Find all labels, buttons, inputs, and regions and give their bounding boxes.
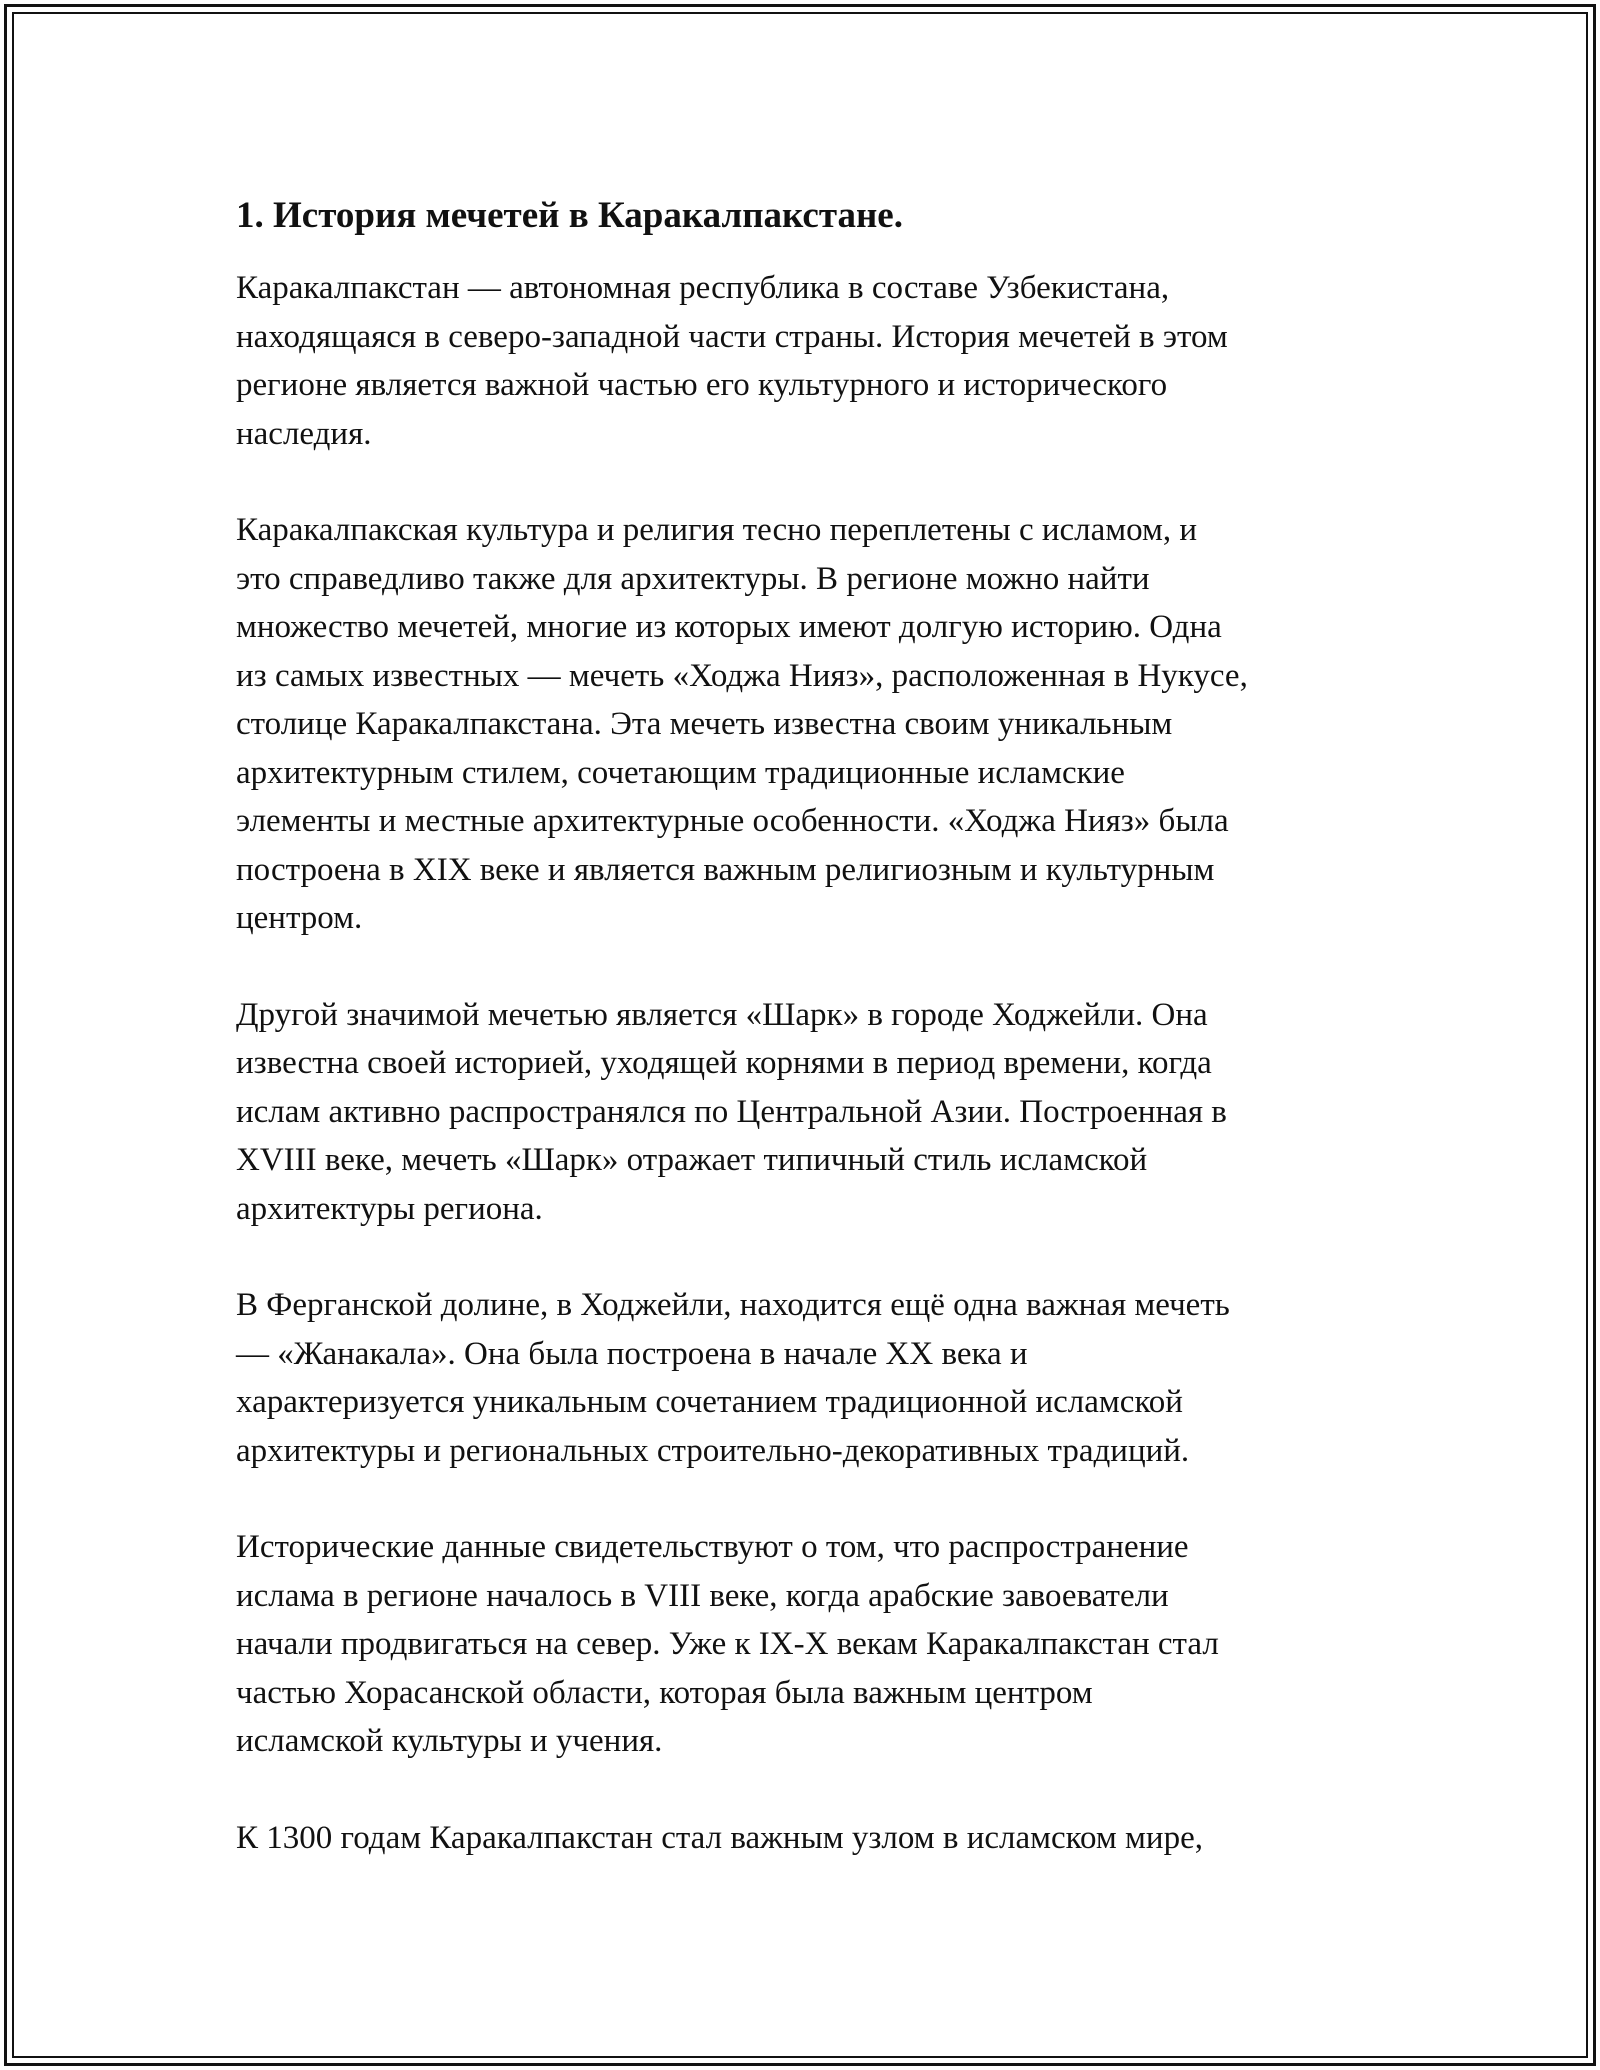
paragraph-intro: Каракалпакстан — автономная республика в составе Узбекистана, находящаяся в северо-западной части страны. История мечетей в этом регионе является важной частью его культурного и исторического наследия. bbox=[236, 270, 1228, 452]
paragraph-zhanakala: В Ферганской долине, в Ходжейли, находится ещё одна важная мечеть — «Жанакала». Она была построена в начале XX века и характеризуется уникальным сочетанием традиционной исламской архитектуры и региональных строительно-декоративных традиций. bbox=[236, 1287, 1230, 1469]
paragraph-history: Исторические данные свидетельствуют о том, что распространение ислама в регионе началось в VIII веке, когда арабские завоеватели начали продвигаться на север. Уже к IX-X векам Каракалпакстан стал частью Хорасанской области, которая была важным центром исламской культуры и учения. bbox=[236, 1529, 1219, 1759]
paragraph-khoja-niyaz: Каракалпакская культура и религия тесно переплетены с исламом, и это справедливо также для архитектуры. В регионе можно найти множество мечетей, многие из которых имеют долгую историю. Одна из самых известных — мечеть «Ходжа Нияз», расположенная в Нукусе, столице Каракалпакстана. Эта мечеть известна своим уникальным архитектурным стилем, сочетающим традиционные исламские элементы и местные архитектурные особенности. «Ходжа Нияз» была построена в XIX веке и является важным религиозным и культурным центром. bbox=[236, 512, 1248, 936]
document-body bbox=[236, 190, 1376, 1910]
paragraph-1300: К 1300 годам Каракалпакстан стал важным узлом в исламском мире, bbox=[236, 1819, 1203, 1856]
paragraph-shark: Другой значимой мечетью является «Шарк» в городе Ходжейли. Она известна своей историей, уходящей корнями в период времени, когда ислам активно распространялся по Центральной Азии. Построенная в XVIII веке, мечеть «Шарк» отражает типичный стиль исламской архитектуры региона. bbox=[236, 996, 1227, 1227]
section-heading: 1. История мечетей в Каракалпакстане. bbox=[236, 195, 903, 236]
